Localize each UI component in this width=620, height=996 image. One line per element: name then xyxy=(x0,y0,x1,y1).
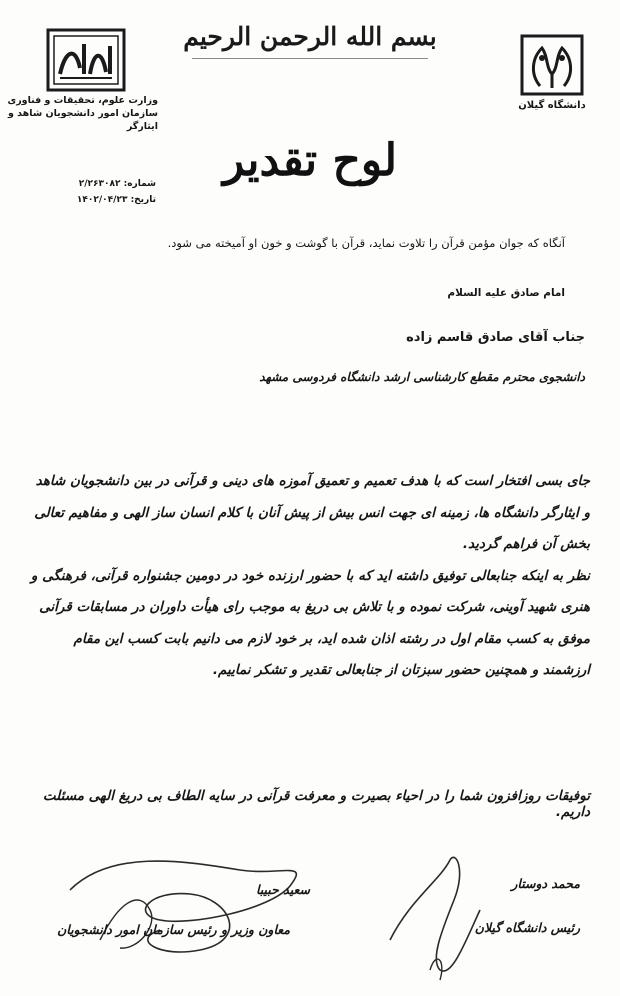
basmala-underline xyxy=(192,58,428,59)
signature-scribble-left xyxy=(40,830,340,980)
ministry-name: وزارت علوم، تحقیقات و فناوری سازمان امور دانشجویان شاهد و ایثارگر xyxy=(7,95,158,132)
university-logo xyxy=(520,34,584,96)
reference-date: تاریخ: ۱۴۰۲/۰۴/۲۳ xyxy=(76,195,156,205)
certificate-title: لوح تقدیر xyxy=(223,135,397,186)
body-paragraph-1: جای بسی افتخار است که با هدف تعمیم و تعمیق آموزه های دینی و قرآنی در بین دانشجویان شاهد و ایثارگر دانشگاه ها، زمینه ای جهت انس بیش از پیش آنان با کلام انسان ساز الهی و مفاهیم تعالی بخش آن فراهم گردید. xyxy=(34,473,590,552)
signer-role-right: رئیس دانشگاه گیلان xyxy=(474,920,580,935)
signer-name-left: سعید حبیبا xyxy=(255,882,310,897)
signature-block-right xyxy=(370,840,590,985)
signature-block-left xyxy=(40,830,340,980)
recipient-name: جناب آقای صادق قاسم زاده xyxy=(406,330,585,345)
university-name: دانشگاه گیلان xyxy=(518,100,586,111)
closing-line: توفیقات روزافزون شما را در احیاء بصیرت و معرفت قرآنی در سایه الطاف بی دریغ الهی مسئلت داریم. xyxy=(42,788,590,820)
signer-name-right: محمد دوستار xyxy=(511,876,580,891)
hadith-quote: آنگاه که جوان مؤمن قرآن را تلاوت نماید، قرآن با گوشت و خون او آمیخته می شود. xyxy=(167,236,565,250)
ministry-logo xyxy=(46,28,126,92)
reference-number: شماره: ۲/۲۶۳۰۸۲ xyxy=(78,179,156,189)
reference-block xyxy=(10,176,156,208)
signer-role-left: معاون وزیر و رئیس سازمان امور دانشجویان xyxy=(57,922,290,937)
certificate-body xyxy=(30,466,590,687)
body-paragraph-2: نظر به اینکه جنابعالی توفیق داشته اید که با حضور ارزنده خود در دومین جشنواره قرآنی، فرهنگی و هنری شهید آوینی، شرکت نموده و با تلاش بی دریغ به موجب رای هیأت داوران در مسابقات قرآنی موفق به کسب مقام اول در رشته اذان شده اید، بر خود لازم می دانیم بابت کسب این مقام ارزشمند و همچنین حضور سبزتان از جنابعالی تقدیر و تشکر نماییم. xyxy=(30,567,590,678)
basmala: بسم الله الرحمن الرحيم xyxy=(183,22,437,51)
hadith-author: امام صادق علیه السلام xyxy=(447,287,565,299)
signature-scribble-right xyxy=(370,840,590,985)
recipient-description: دانشجوی محترم مقطع کارشناسی ارشد دانشگاه فردوسی مشهد xyxy=(259,370,585,384)
